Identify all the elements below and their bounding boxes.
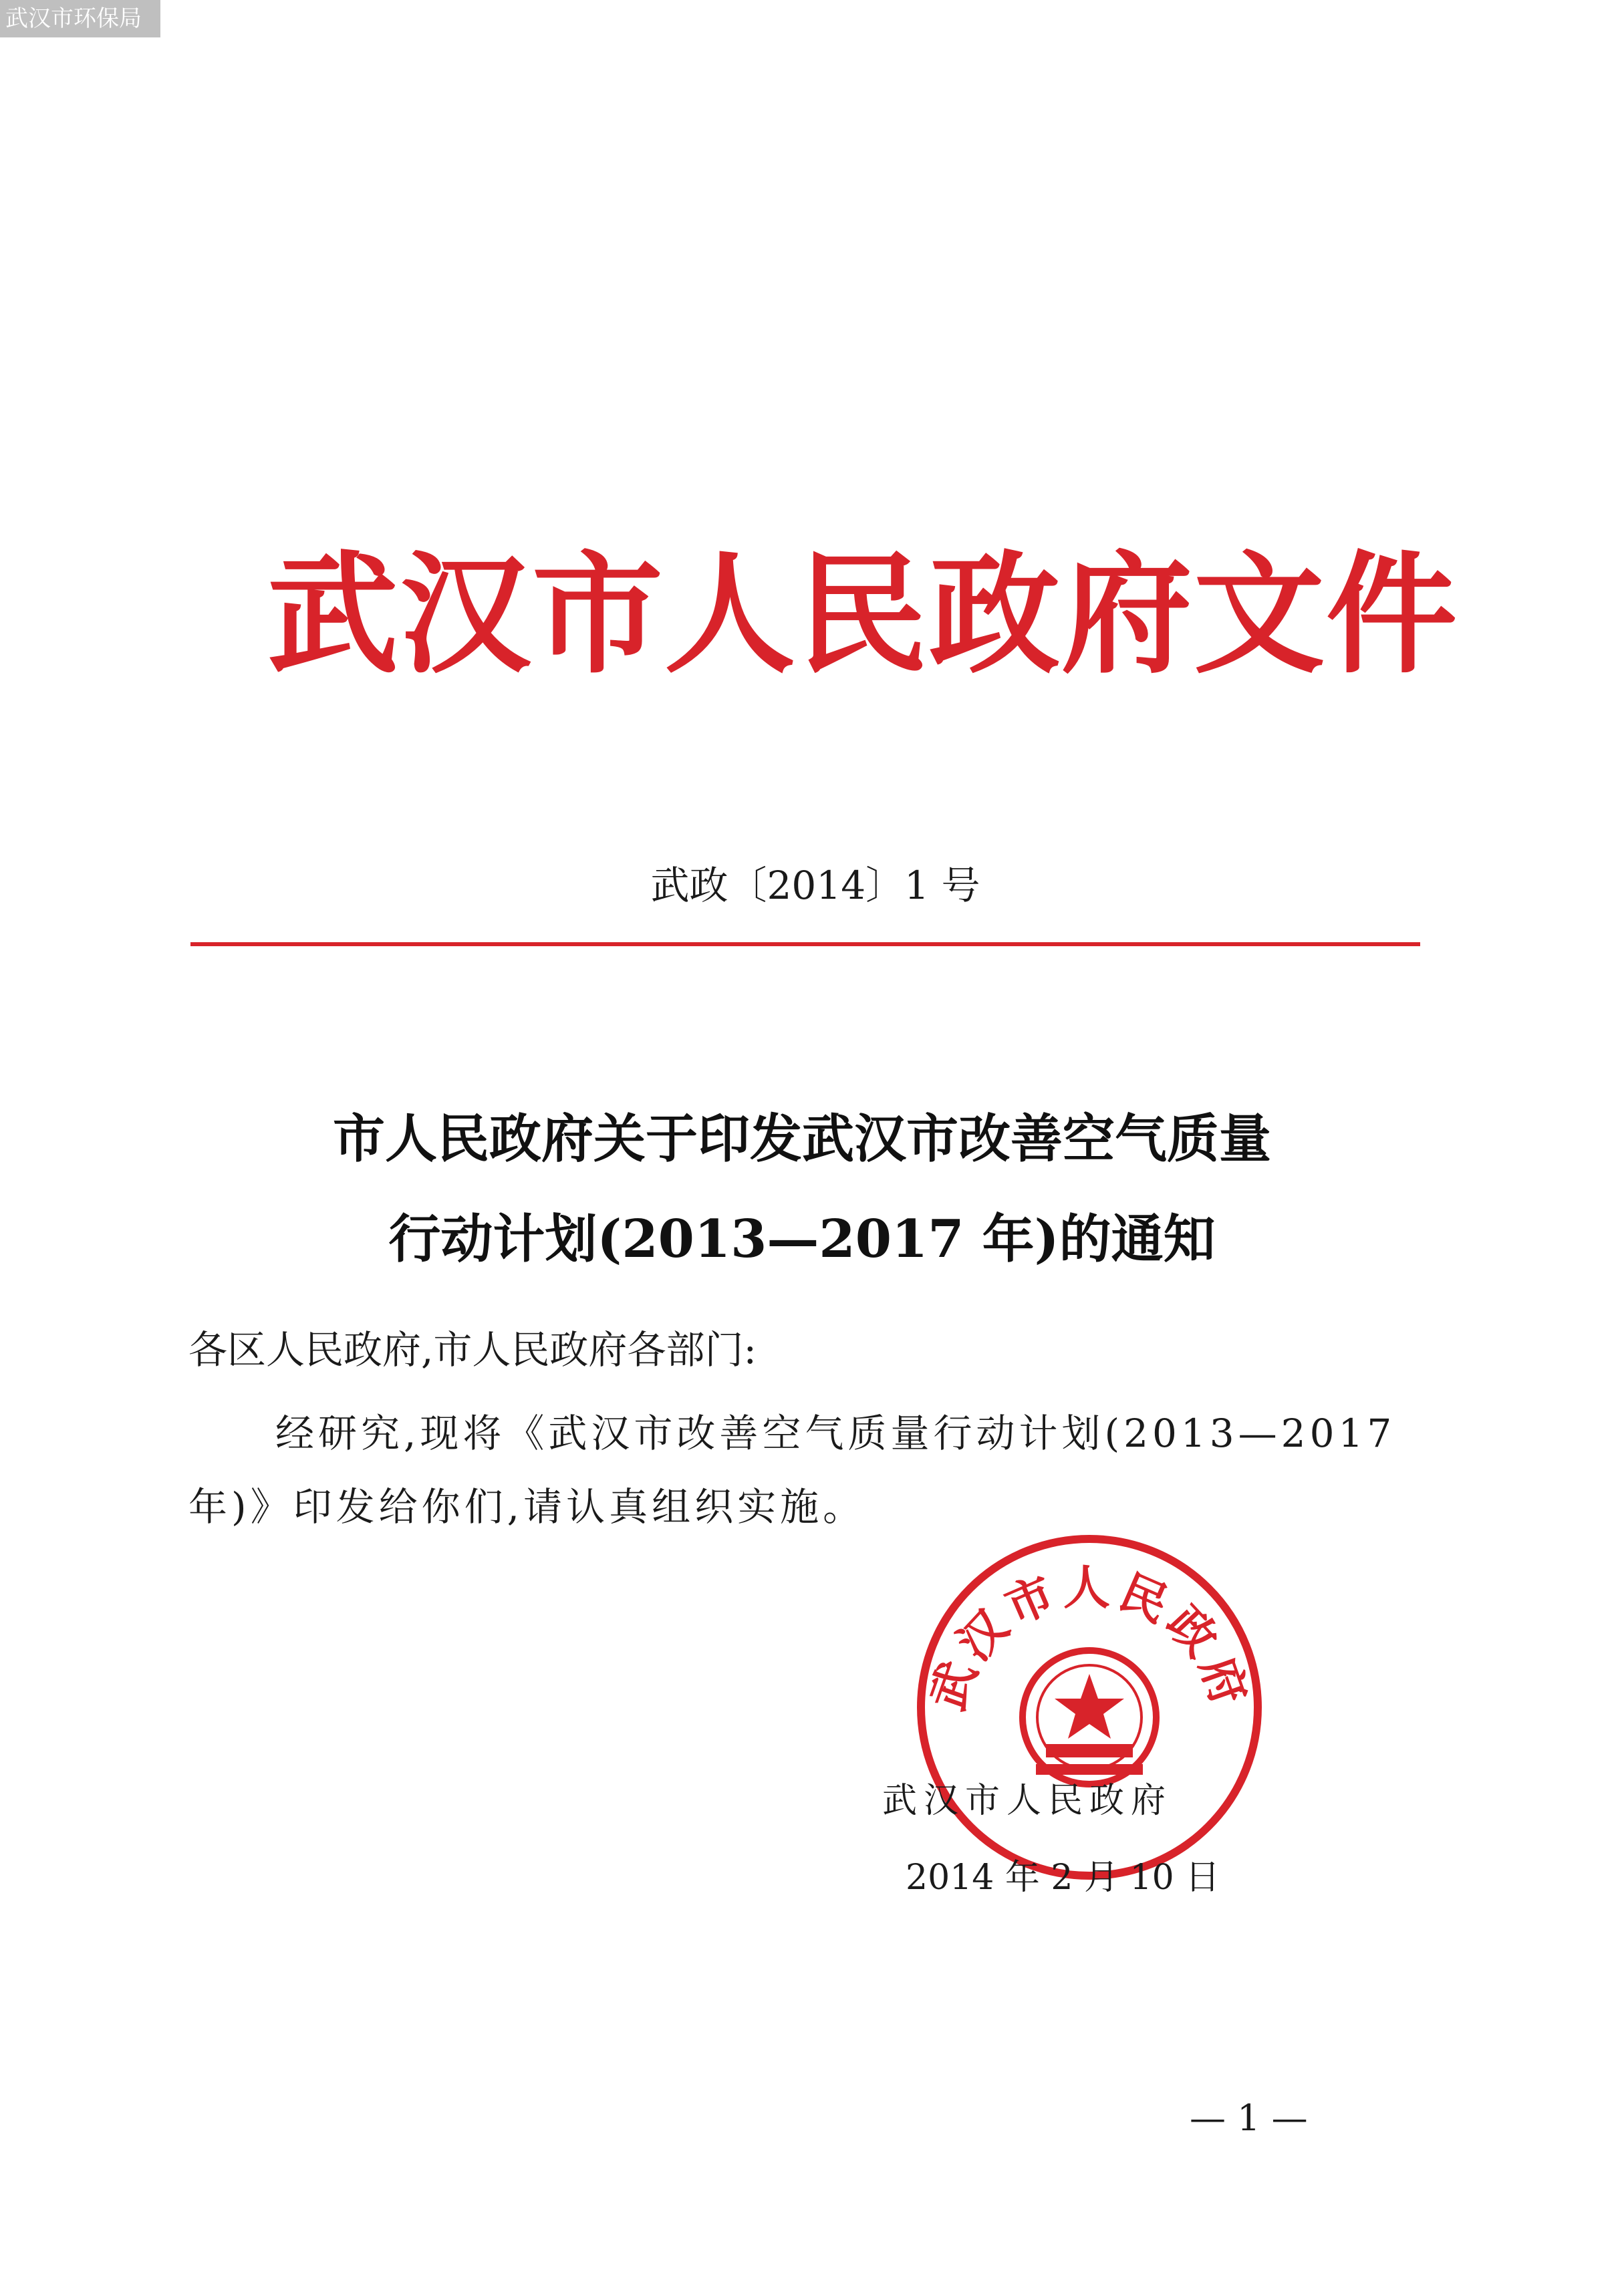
- document-title: [167, 1089, 1437, 1290]
- watermark-label: 武汉市环保局: [0, 0, 160, 37]
- salutation: 各区人民政府,市人民政府各部门:: [188, 1327, 757, 1373]
- page-number: — 1 —: [1190, 2097, 1308, 2139]
- official-seal-icon: [912, 1530, 1266, 1884]
- document-masthead: 武汉市人民政府文件: [267, 538, 1459, 692]
- national-emblem-icon: [1023, 1651, 1156, 1784]
- title-line-2: 行动计划(2013—2017 年)的通知: [388, 1209, 1216, 1270]
- issue-date: 2014 年 2 月 10 日: [906, 1858, 1220, 1898]
- signing-authority: 武汉市人民政府: [882, 1781, 1173, 1821]
- red-divider: [190, 942, 1420, 946]
- svg-text:武汉市人民政府: 武汉市人民政府: [919, 1560, 1260, 1717]
- document-number: 武政〔2014〕1 号: [650, 863, 980, 908]
- body-paragraph: 经研究,现将《武汉市改善空气质量行动计划(2013—2017年)》印发给你们,请认真组织实施。: [188, 1411, 1396, 1530]
- title-line-1: 市人民政府关于印发武汉市改善空气质量: [332, 1109, 1271, 1169]
